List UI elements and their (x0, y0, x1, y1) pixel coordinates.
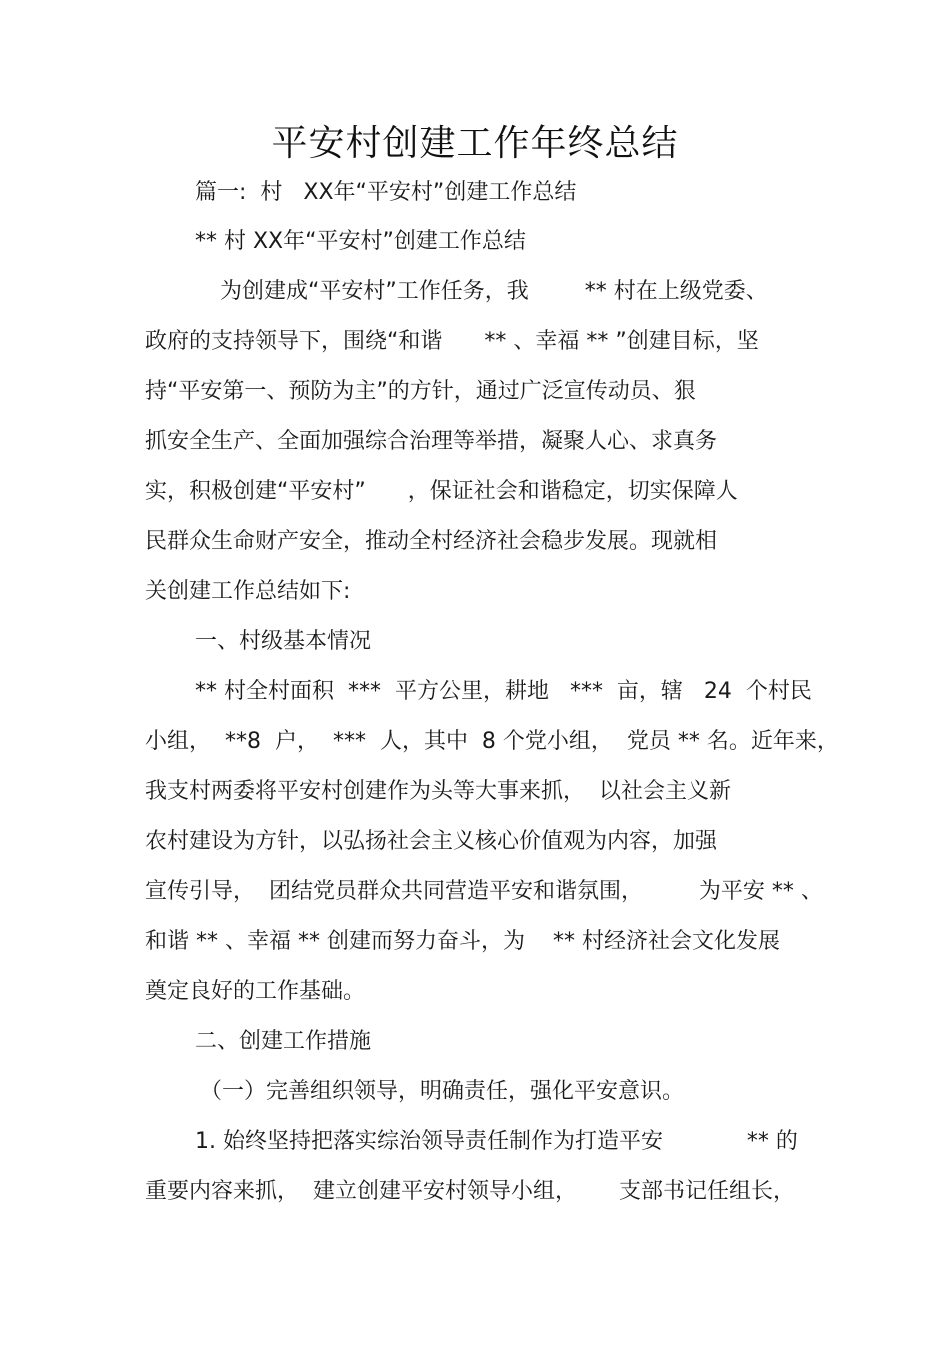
subtitle-line: ** 村 XX年“平安村”创建工作总结 (195, 229, 526, 254)
paragraph-line: 宣传引导， 团结党员群众共同营造平安和谐氛围， 为平安 ** 、 (145, 879, 823, 904)
section-heading: 二、创建工作措施 (195, 1029, 372, 1054)
paragraph-line: 民群众生命财产安全，推动全村经济社会稳步发展。现就相 (145, 529, 718, 554)
paragraph-line: 实，积极创建“平安村” ，保证社会和谐稳定，切实保障人 (145, 479, 738, 504)
paragraph-line: 1. 始终坚持把落实综治领导责任制作为打造平安 ** 的 (195, 1129, 798, 1154)
paragraph-line: 关创建工作总结如下: (145, 579, 351, 604)
paragraph-line: 重要内容来抓， 建立创建平安村领导小组， 支部书记任组长， (145, 1179, 795, 1204)
paragraph-line: 小组， **8 户， *** 人，其中 8 个党小组， 党员 ** 名。近年来， (145, 729, 839, 754)
paragraph-line: 我支村两委将平安村创建作为头等大事来抓， 以社会主义新 (145, 779, 731, 804)
paragraph-line: 奠定良好的工作基础。 (145, 979, 366, 1004)
paragraph-line: 和谐 ** 、幸福 ** 创建而努力奋斗，为 ** 村经济社会文化发展 (145, 929, 780, 954)
paragraph-line: 持“平安第一、预防为主”的方针，通过广泛宣传动员、狠 (145, 379, 696, 404)
paragraph-line: 抓安全生产、全面加强综合治理等举措，凝聚人心、求真务 (145, 429, 718, 454)
paragraph-line: 政府的支持领导下，围绕“和谐 ** 、幸福 ** ”创建目标，坚 (145, 329, 759, 354)
document-title: 平安村创建工作年终总结 (271, 123, 679, 164)
paragraph-line: 农村建设为方针，以弘扬社会主义核心价值观为内容，加强 (145, 829, 718, 854)
section-heading: 一、村级基本情况 (195, 629, 372, 654)
paragraph-line: ** 村全村面积 *** 平方公里，耕地 *** 亩，辖 24 个村民 (195, 679, 812, 704)
subsection-heading: （一）完善组织领导，明确责任，强化平安意识。 (200, 1079, 685, 1104)
subtitle-line: 篇一: 村 XX年“平安村”创建工作总结 (195, 180, 577, 205)
paragraph-line: 为创建成“平安村”工作任务，我 ** 村在上级党委、 (220, 279, 768, 304)
